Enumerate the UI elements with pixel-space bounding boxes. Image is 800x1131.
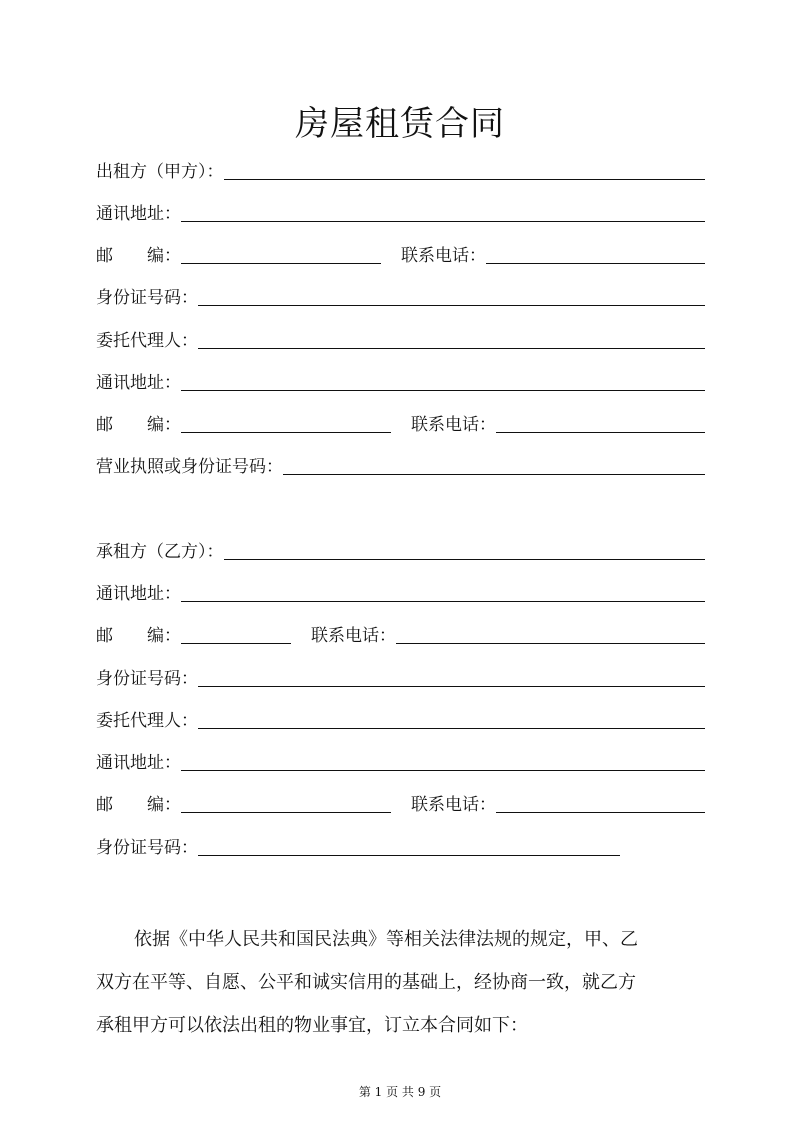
party-b-agent-id-label: 身份证号码： [96, 838, 198, 858]
party-b-agent-postcode-row [96, 791, 705, 817]
party-a-license-blank[interactable] [283, 474, 705, 475]
party-a-id-blank[interactable] [198, 305, 705, 306]
party-b-postcode-blank[interactable] [181, 643, 291, 644]
party-a-agent-postcode-label: 邮 编： [96, 415, 181, 435]
party-b-postcode-label: 邮 编： [96, 626, 181, 646]
party-a-agent-postcode-blank[interactable] [181, 432, 391, 433]
party-b-phone-blank[interactable] [396, 643, 705, 644]
party-b-agent-address-row [96, 749, 705, 775]
party-a-agent-address-row [96, 369, 705, 395]
party-a-address-blank[interactable] [181, 221, 705, 222]
party-b-agent-postcode-label: 邮 编： [96, 795, 181, 815]
preamble-paragraph [96, 918, 705, 1047]
party-a-id-label: 身份证号码： [96, 288, 198, 308]
party-b-agent-address-blank[interactable] [181, 770, 705, 771]
party-b-agent-address-label: 通讯地址： [96, 753, 181, 773]
party-a-agent-row [96, 327, 705, 353]
party-a-address-row [96, 200, 705, 226]
party-a-agent-address-label: 通讯地址： [96, 373, 181, 393]
party-b-agent-phone-blank[interactable] [496, 812, 705, 813]
party-a-postcode-row [96, 242, 705, 268]
party-a-postcode-label: 邮 编： [96, 246, 181, 266]
party-b-agent-row [96, 707, 705, 733]
party-a-agent-label: 委托代理人： [96, 331, 198, 351]
party-a-agent-address-blank[interactable] [181, 390, 705, 391]
party-b-phone-label: 联系电话： [311, 626, 396, 646]
party-b-id-row [96, 665, 705, 691]
party-b-address-row [96, 580, 705, 606]
party-a-lessor-label: 出租方（甲方）： [96, 162, 224, 182]
party-b-lessee-blank[interactable] [224, 559, 706, 560]
party-a-address-label: 通讯地址： [96, 204, 181, 224]
party-a-agent-phone-blank[interactable] [496, 432, 705, 433]
preamble-line: 承租甲方可以依法出租的物业事宜，订立本合同如下： [96, 1015, 528, 1036]
document-title: 房屋租赁合同 [295, 104, 505, 144]
party-b-agent-id-row [96, 834, 620, 860]
party-a-agent-postcode-row [96, 411, 705, 437]
party-a-id-row [96, 284, 705, 310]
party-a-agent-phone-label: 联系电话： [411, 415, 496, 435]
party-b-agent-blank[interactable] [198, 728, 705, 729]
party-a-license-row [96, 453, 705, 479]
preamble-line: 依据《中华人民共和国民法典》等相关法律法规的规定，甲、乙 [134, 929, 638, 950]
party-b-address-blank[interactable] [181, 601, 705, 602]
party-b-agent-label: 委托代理人： [96, 711, 198, 731]
preamble-line: 双方在平等、自愿、公平和诚实信用的基础上，经协商一致，就乙方 [96, 972, 636, 993]
page-footer: 第 1 页 共 9 页 [358, 1085, 442, 1099]
party-b-postcode-row [96, 622, 705, 648]
party-b-id-blank[interactable] [198, 686, 705, 687]
party-b-agent-id-blank[interactable] [198, 855, 620, 856]
party-a-phone-label: 联系电话： [401, 246, 486, 266]
party-b-agent-phone-label: 联系电话： [411, 795, 496, 815]
party-b-id-label: 身份证号码： [96, 669, 198, 689]
party-a-lessor-blank[interactable] [224, 179, 706, 180]
party-a-agent-blank[interactable] [198, 348, 705, 349]
party-a-phone-blank[interactable] [486, 263, 705, 264]
party-a-license-label: 营业执照或身份证号码： [96, 457, 283, 477]
party-b-agent-postcode-blank[interactable] [181, 812, 391, 813]
party-a-lessor-row [96, 158, 705, 184]
party-b-lessee-label: 承租方（乙方）： [96, 542, 224, 562]
party-b-address-label: 通讯地址： [96, 584, 181, 604]
party-a-postcode-blank[interactable] [181, 263, 381, 264]
party-b-lessee-row [96, 538, 705, 564]
